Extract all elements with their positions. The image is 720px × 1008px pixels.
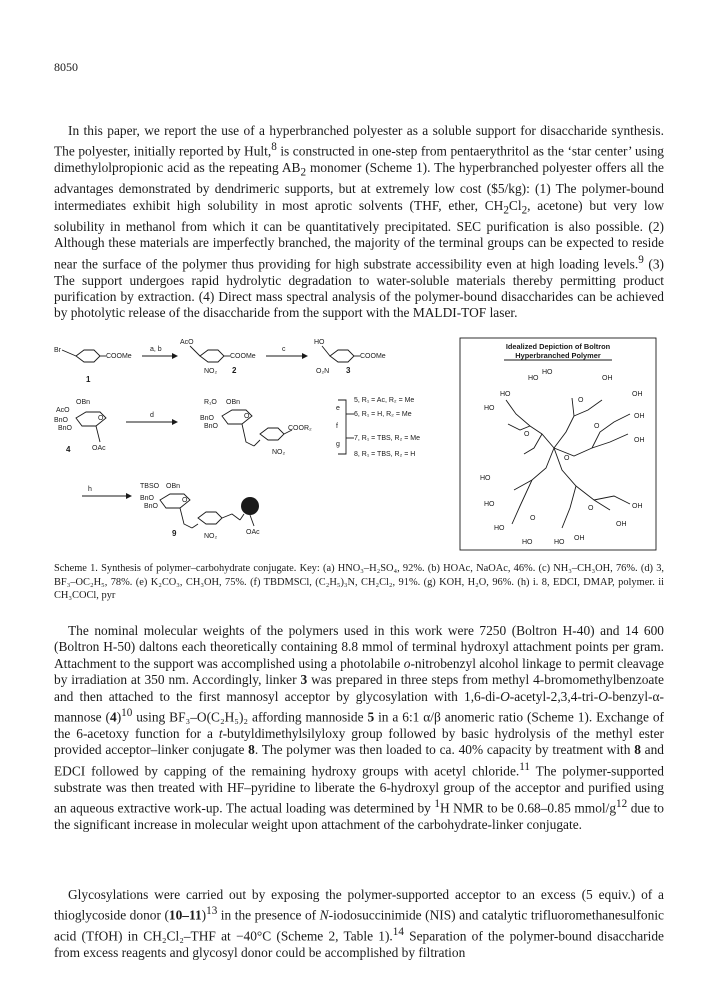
product-6-label: 6, R₁ = H, R₂ = Me xyxy=(354,411,412,418)
compound-4-number: 4 xyxy=(66,445,71,454)
p2-text: ) xyxy=(116,709,122,725)
italic-text: N xyxy=(319,907,329,923)
box-title-line-2: Hyperbranched Polymer xyxy=(515,351,601,360)
ester-o-label: O xyxy=(578,397,584,404)
compound-ref: 3 xyxy=(300,672,308,688)
oac-label: OAc xyxy=(246,529,260,536)
product-5-label: 5, R₁ = Ac, R₂ = Me xyxy=(354,397,415,404)
italic-text: t xyxy=(218,725,223,741)
coome-label: COOMe xyxy=(360,353,386,360)
no2-label: NO₂ xyxy=(204,368,218,375)
compound-ref: 8 xyxy=(248,742,255,758)
p2-text: due to the significant increase in molecular weight upon attachment of the carbohydrate-linker conjugate. xyxy=(54,800,664,832)
ref-9: 9 xyxy=(638,253,644,266)
oh-label: OH xyxy=(632,503,643,510)
reaction-arrow-h xyxy=(82,486,132,499)
reagent-c-label: c xyxy=(282,346,286,353)
p2-text: . The polymer was then loaded to ca. 40% capacity by treatment with xyxy=(254,742,635,758)
reaction-arrow-c xyxy=(266,346,308,359)
ho-label: HO xyxy=(494,525,505,532)
ester-o-label: O xyxy=(530,515,536,522)
subscript: 2 xyxy=(503,204,509,217)
bno-label: BnO xyxy=(140,495,155,502)
compound-2-number: 2 xyxy=(232,366,237,375)
bno-label: BnO xyxy=(144,503,159,510)
p3-text: -iodosuccinimide (NIS) and catalytic trifluoromethanesulfonic acid (TfOH) in CH₂Cl₂–THF at −40°C (Scheme 2, Table 1). xyxy=(54,907,664,944)
ho-label: HO xyxy=(522,539,533,546)
ring-o-label: O xyxy=(98,415,104,422)
coor2-label: COOR₂ xyxy=(288,425,312,432)
no2-label: NO₂ xyxy=(204,533,218,540)
scheme-1-figure xyxy=(54,330,666,552)
compound-ref: 10–11 xyxy=(168,907,202,923)
p2-text: and EDCI followed by capping of the remaining hydroxy groups with acetyl chloride. xyxy=(54,742,664,779)
bno-label: BnO xyxy=(58,425,73,432)
polymer-sphere-icon xyxy=(241,497,259,515)
ester-o-label: O xyxy=(588,505,594,512)
ho-label: HO xyxy=(554,539,565,546)
italic-text: O xyxy=(500,688,510,704)
page-number: 8050 xyxy=(54,60,78,74)
bno-label: BnO xyxy=(200,415,215,422)
p1-text: , acetone) but very low solubility in methanol from which it can be quantitatively precipitated. SEC purification is also possible. (2) Although these materials are imperfectly branched, the majority of the terminal groups can be expected to reside near the surface of the polymer thus providing for high substrate accessibility even at high loading levels. xyxy=(54,197,664,272)
bno-label: BnO xyxy=(204,423,219,430)
tbso-label: TBSO xyxy=(140,483,160,490)
ho-label: HO xyxy=(480,475,491,482)
p2-text: The nominal molecular weights of the polymers used in this work were 7250 (Boltron H-40) and 14 600 (Boltron H-50) daltons each theoretically containing 8.8 mmol of terminal hydroxyl attachment points per gram. Attachment to the support was accomplished using a photolabile xyxy=(54,623,664,671)
o2n-label: O₂N xyxy=(316,368,330,375)
oh-label: OH xyxy=(602,375,613,382)
reaction-arrow-ab xyxy=(142,346,178,359)
oh-label: OH xyxy=(574,535,585,542)
oac-label: OAc xyxy=(92,445,106,452)
compound-1-number: 1 xyxy=(86,375,91,384)
p2-text: was prepared in three steps from methyl 4-bromomethylbenzoate and then attached to the first mannosyl acceptor by glycosylation with 1,6-di- xyxy=(54,672,664,704)
p2-text: -acetyl-2,3,4-tri- xyxy=(509,688,599,704)
compound-9-number: 9 xyxy=(172,529,177,538)
aco-label: AcO xyxy=(56,407,70,414)
compound-ref: 5 xyxy=(367,709,375,725)
ho-label: HO xyxy=(484,405,495,412)
compound-ref: 8 xyxy=(634,742,641,758)
scheme-caption: Scheme 1. Synthesis of polymer–carbohydrate conjugate. Key: (a) HNO₃–H₂SO₄, 92%. (b) HOAc, NaOAc, 46%. (c) NH₃–CH₃OH, 76%. (d) 3, BF₃–OC₂H₅, 78%. (e) K₂CO₃, CH₃OH, 75%. (f) TBDMSCl, (C₂H₅)₃N, CH₂Cl₂, 91%. (g) KOH, H₂O, 96%. (h) i. 8, EDCI, DMAP, polymer. ii CH₃COCl, pyr xyxy=(54,563,664,602)
ref-13: 13 xyxy=(206,905,218,918)
oh-label: OH xyxy=(634,413,645,420)
reaction-arrow-d xyxy=(126,412,178,425)
p3-text: Glycosylations were carried out by exposing the polymer-supported acceptor to an excess (5 equiv.) of a thioglycoside donor ( xyxy=(54,887,664,923)
reagent-g-label: g xyxy=(336,441,340,448)
compound-1-structure xyxy=(54,347,132,384)
reaction-steps-e-f-g xyxy=(336,397,420,458)
p3-text: ) xyxy=(201,907,207,923)
p1-text: monomer (Scheme 1). The hyperbranched polyester offers all the advantages demonstrated by dendrimeric supports, but at extremely low cost ($5/kg): (1) The polymer-bound intermediates exhibit high solubility in most aprotic solvents (THF, ether, CH xyxy=(54,160,664,213)
ref-11: 11 xyxy=(519,760,531,773)
coome-label: COOMe xyxy=(106,353,132,360)
obn-label: OBn xyxy=(226,399,241,406)
p2-text: -nitrobenzyl alcohol linkage to permit cleavage by irradiation at 350 nm. Accordingly, linker xyxy=(54,655,664,688)
ho-label: HO xyxy=(528,375,539,382)
r1o-label: R₁O xyxy=(204,399,217,406)
italic-text: o xyxy=(403,655,411,671)
paragraph-intro xyxy=(54,123,664,322)
coome-label: COOMe xyxy=(230,353,256,360)
obn-label: OBn xyxy=(166,483,181,490)
reagent-h-label: h xyxy=(88,486,92,493)
compound-9-structure xyxy=(140,483,260,540)
reagent-d-label: d xyxy=(150,412,154,419)
reagent-ab-label: a, b xyxy=(150,346,162,353)
oh-label: OH xyxy=(632,391,643,398)
ester-o-label: O xyxy=(524,431,530,438)
ref-12: 12 xyxy=(616,798,628,810)
ho-label: HO xyxy=(542,369,553,376)
p2-text: -benzyl-α-mannose ( xyxy=(54,688,664,725)
box-title-line-1: Idealized Depiction of Boltron xyxy=(505,342,611,351)
hyperbranched-skeleton xyxy=(506,398,630,528)
br-label: Br xyxy=(54,347,61,354)
p2-text: -butyldimethylsilyloxy group followed by basic hydrolysis of the methyl ester provided acceptor–linker conjugate xyxy=(54,725,664,758)
ref-10: 10 xyxy=(121,707,133,720)
paragraph-glycosylations xyxy=(54,887,664,962)
p2-text: in a 6:1 α/β anomeric ratio (Scheme 1). Exchange of the 6-acetoxy function for a xyxy=(54,709,664,741)
ring-o-label: O xyxy=(244,413,250,420)
p1-text: Cl xyxy=(508,197,522,213)
compound-ref: 4 xyxy=(109,709,117,725)
ester-o-label: O xyxy=(594,423,600,430)
ring-o-label: O xyxy=(182,497,188,504)
compound-4-structure xyxy=(54,399,106,454)
reagent-f-label: f xyxy=(336,423,338,430)
compound-3-number: 3 xyxy=(346,366,351,375)
p2-text: using BF₃–O(C₂H₅)₂ affording mannoside xyxy=(132,709,368,725)
compound-3-structure xyxy=(314,339,386,375)
product-8-label: 8, R₁ = TBS, R₂ = H xyxy=(354,451,416,458)
ref-8: 8 xyxy=(271,141,277,154)
aco-label: AcO xyxy=(180,339,194,346)
paragraph-molecular-weights xyxy=(54,623,664,833)
ho-label: HO xyxy=(500,391,511,398)
oh-label: OH xyxy=(634,437,645,444)
obn-label: OBn xyxy=(76,399,91,406)
reagent-e-label: e xyxy=(336,405,340,412)
compound-2-structure xyxy=(180,339,256,375)
oh-label: OH xyxy=(616,521,627,528)
p3-text: in the presence of xyxy=(217,907,320,923)
p1-text: In this paper, we report the use of a hyperbranched polyester as a soluble support for disaccharide synthesis. The polyester, initially reported by Hult, xyxy=(54,123,664,159)
product-7-label: 7, R₁ = TBS, R₂ = Me xyxy=(354,435,421,442)
p1-text: (3) The support undergoes rapid hydrolytic degradation to water-soluble materials thereby permitting product purification by extraction. (4) Direct mass spectral analysis of the polymer-bound disaccharides can be achieved by photolytic release of the disaccharide from the support with the MALDI-TOF laser. xyxy=(54,256,664,321)
italic-text: O xyxy=(598,688,608,704)
p2-text: H NMR to be 0.68–0.85 mmol/g xyxy=(439,800,617,816)
ho-label: HO xyxy=(484,501,495,508)
boltron-polymer-box xyxy=(460,338,656,550)
ho-label: HO xyxy=(314,339,325,346)
mannoside-linker-structure xyxy=(200,399,312,456)
p1-text: is constructed in one-step from pentaerythritol as the ‘star center’ using dimethylolpropionic acid as the repeating AB xyxy=(54,143,664,176)
subscript: 2 xyxy=(521,204,528,217)
superscript: 1 xyxy=(434,798,440,810)
ester-o-label: O xyxy=(564,455,570,462)
p3-text: Separation of the polymer-bound disaccharide from excess reagents and glycosyl donor could be accomplished by filtration xyxy=(54,928,664,961)
ref-14: 14 xyxy=(392,926,404,939)
subscript: 2 xyxy=(300,166,307,179)
p2-text: The polymer-supported substrate was then treated with HF–pyridine to liberate the 6-hydroxyl group of the acceptor and purified using an aqueous extractive work-up. The actual loading was determined by xyxy=(54,763,664,816)
no2-label: NO₂ xyxy=(272,449,286,456)
bno-label: BnO xyxy=(54,417,69,424)
